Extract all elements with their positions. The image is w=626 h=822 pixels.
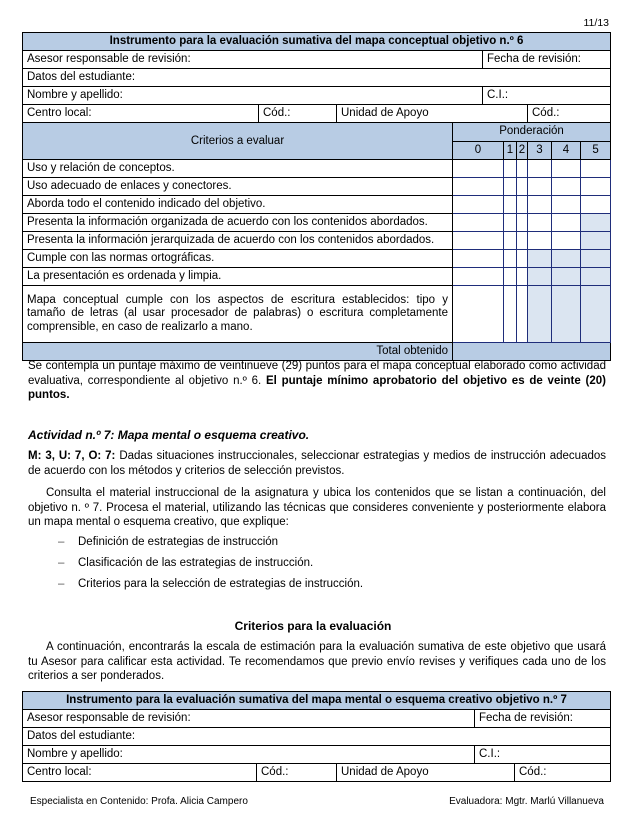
criterion-text: Presenta la información organizada de acuerdo con los contenidos abordados. <box>23 214 453 232</box>
list-item <box>58 574 363 595</box>
score-note-text: Se contempla un puntaje máximo de veintinueve (29) puntos para el mapa conceptual elaborado como actividad evaluativa, correspondiente al objetivo n.º 6. <box>28 360 606 387</box>
criteria-header-row <box>23 123 611 142</box>
score-cell-0[interactable] <box>453 160 504 178</box>
fecha-field[interactable]: Fecha de revisión: <box>483 51 611 69</box>
total-row <box>23 343 611 361</box>
scale-label: 5 <box>581 141 611 160</box>
asesor-field[interactable]: Asesor responsable de revisión: <box>23 710 475 728</box>
asesor-field[interactable]: Asesor responsable de revisión: <box>23 51 483 69</box>
centro-field[interactable]: Centro local: <box>23 764 257 782</box>
unidad-field[interactable]: Unidad de Apoyo <box>337 105 528 123</box>
ci-field[interactable]: C.I.: <box>475 746 611 764</box>
criteria-header: Criterios a evaluar <box>23 123 453 160</box>
score-cell-5[interactable] <box>581 196 611 214</box>
score-cell-0[interactable] <box>453 268 504 286</box>
criterion-text: Aborda todo el contenido indicado del objetivo. <box>23 196 453 214</box>
criterion-text: La presentación es ordenada y limpia. <box>23 268 453 286</box>
footer-specialist: Especialista en Contenido: Profa. Alicia Campero <box>30 796 248 807</box>
table-title: Instrumento para la evaluación sumativa del mapa conceptual objetivo n.º 6 <box>23 33 611 51</box>
score-cell-3[interactable] <box>528 250 552 268</box>
score-cell-2[interactable] <box>517 178 528 196</box>
score-cell-2[interactable] <box>517 232 528 250</box>
score-cell-3[interactable] <box>528 196 552 214</box>
score-cell-1[interactable] <box>504 160 517 178</box>
scale-label: 1 <box>504 141 517 160</box>
score-cell-5[interactable] <box>581 250 611 268</box>
criterion-text: Cumple con las normas ortográficas. <box>23 250 453 268</box>
score-cell-5[interactable] <box>581 232 611 250</box>
criterion-row <box>23 286 611 343</box>
page-number: 11/13 <box>583 17 609 29</box>
ci-field[interactable]: C.I.: <box>483 87 611 105</box>
dash-icon: – <box>58 557 65 569</box>
criterion-text: Uso adecuado de enlaces y conectores. <box>23 178 453 196</box>
list-item <box>58 532 363 553</box>
score-cell-3[interactable] <box>528 214 552 232</box>
score-note-bold: El puntaje mínimo aprobatorio del objetivo es de veinte (20) puntos. <box>28 374 606 401</box>
score-cell-5[interactable] <box>581 286 611 343</box>
score-cell-4[interactable] <box>552 178 581 196</box>
ponderacion-header: Ponderación <box>453 123 611 142</box>
score-cell-2[interactable] <box>517 268 528 286</box>
cod-field[interactable]: Cód.: <box>257 764 337 782</box>
datos-label: Datos del estudiante: <box>23 69 611 87</box>
score-cell-0[interactable] <box>453 196 504 214</box>
centro-field[interactable]: Centro local: <box>23 105 259 123</box>
scale-label: 2 <box>517 141 528 160</box>
score-cell-2[interactable] <box>517 250 528 268</box>
footer-evaluator: Evaluadora: Mgtr. Marlú Villanueva <box>449 796 604 807</box>
objective-statement <box>28 449 606 478</box>
criterion-text: Presenta la información jerarquizada de acuerdo con los contenidos abordados. <box>23 232 453 250</box>
dash-icon: – <box>58 578 65 590</box>
scale-label: 0 <box>453 141 504 160</box>
score-cell-4[interactable] <box>552 268 581 286</box>
score-cell-4[interactable] <box>552 214 581 232</box>
cod-unidad-field[interactable]: Cód.: <box>515 764 611 782</box>
cod-field[interactable]: Cód.: <box>259 105 337 123</box>
cod-unidad-field[interactable]: Cód.: <box>528 105 611 123</box>
score-cell-1[interactable] <box>504 196 517 214</box>
unidad-field[interactable]: Unidad de Apoyo <box>337 764 515 782</box>
score-cell-5[interactable] <box>581 214 611 232</box>
table-title: Instrumento para la evaluación sumativa del mapa mental o esquema creativo objetivo n.º 7 <box>23 692 611 710</box>
score-cell-3[interactable] <box>528 160 552 178</box>
score-cell-1[interactable] <box>504 232 517 250</box>
score-cell-3[interactable] <box>528 268 552 286</box>
total-value-cell[interactable] <box>453 343 611 361</box>
objective-code: M: 3, U: 7, O: 7: <box>28 450 116 462</box>
score-cell-0[interactable] <box>453 286 504 343</box>
score-cell-4[interactable] <box>552 232 581 250</box>
score-cell-3[interactable] <box>528 286 552 343</box>
criterion-text: Uso y relación de conceptos. <box>23 160 453 178</box>
content-list <box>58 532 363 595</box>
score-cell-3[interactable] <box>528 232 552 250</box>
score-cell-1[interactable] <box>504 178 517 196</box>
score-cell-3[interactable] <box>528 178 552 196</box>
criteria-section-title: Criterios para la evaluación <box>234 619 392 633</box>
dash-icon: – <box>58 536 65 548</box>
score-cell-1[interactable] <box>504 250 517 268</box>
criterion-row <box>23 160 611 178</box>
list-item-text: Criterios para la selección de estrategias de instrucción. <box>78 578 364 590</box>
score-cell-0[interactable] <box>453 214 504 232</box>
scale-label: 4 <box>552 141 581 160</box>
score-cell-4[interactable] <box>552 250 581 268</box>
objective-text: Dadas situaciones instruccionales, seleccionar estrategias y medios de instrucción adecuados de acuerdo con los métodos y criterios de selección previstos. <box>28 450 607 477</box>
list-item-text: Definición de estrategias de instrucción <box>78 536 279 548</box>
score-cell-2[interactable] <box>517 286 528 343</box>
criterion-row <box>23 196 611 214</box>
criterion-row <box>23 232 611 250</box>
nombre-field[interactable]: Nombre y apellido: <box>23 746 475 764</box>
fecha-field[interactable]: Fecha de revisión: <box>475 710 611 728</box>
score-cell-1[interactable] <box>504 268 517 286</box>
score-cell-0[interactable] <box>453 232 504 250</box>
score-cell-4[interactable] <box>552 196 581 214</box>
list-item <box>58 553 363 574</box>
criterion-row <box>23 214 611 232</box>
evaluation-table-objective-7 <box>22 691 611 782</box>
score-cell-4[interactable] <box>552 286 581 343</box>
datos-label: Datos del estudiante: <box>23 728 611 746</box>
score-cell-4[interactable] <box>552 160 581 178</box>
criterion-row <box>23 250 611 268</box>
score-cell-5[interactable] <box>581 268 611 286</box>
score-cell-1[interactable] <box>504 286 517 343</box>
evaluation-table-objective-6 <box>22 32 611 361</box>
instructions: Consulta el material instruccional de la asignatura y ubica los contenidos que se listan a continuación, del objetivo n. º 7. Procesa el material, utilizando las técnicas que consideres conveniente y posteriormente elabora un mapa mental o esquema creativo, que explique: <box>28 487 606 528</box>
score-cell-0[interactable] <box>453 250 504 268</box>
score-cell-2[interactable] <box>517 160 528 178</box>
scale-label: 3 <box>528 141 552 160</box>
score-cell-5[interactable] <box>581 160 611 178</box>
score-note <box>28 359 606 403</box>
criterion-row <box>23 268 611 286</box>
total-label: Total obtenido <box>23 343 453 361</box>
activity-title: Actividad n.º 7: Mapa mental o esquema creativo. <box>28 428 310 442</box>
nombre-field[interactable]: Nombre y apellido: <box>23 87 483 105</box>
criteria-section-text: A continuación, encontrarás la escala de estimación para la evaluación sumativa de este objetivo que usará tu Asesor para calificar esta actividad. Te recomendamos que previo envío revises y verifiques cada uno de los criterios a ser ponderados. <box>28 641 606 682</box>
score-cell-2[interactable] <box>517 196 528 214</box>
score-cell-1[interactable] <box>504 214 517 232</box>
criterion-text: Mapa conceptual cumple con los aspectos de escritura establecidos: tipo y tamaño de letras (al usar procesador de palabras) o escritura completamente comprensible, en caso de realizarlo a mano. <box>23 286 453 343</box>
score-cell-5[interactable] <box>581 178 611 196</box>
criterion-row <box>23 178 611 196</box>
list-item-text: Clasificación de las estrategias de instrucción. <box>78 557 314 569</box>
score-cell-0[interactable] <box>453 178 504 196</box>
score-cell-2[interactable] <box>517 214 528 232</box>
